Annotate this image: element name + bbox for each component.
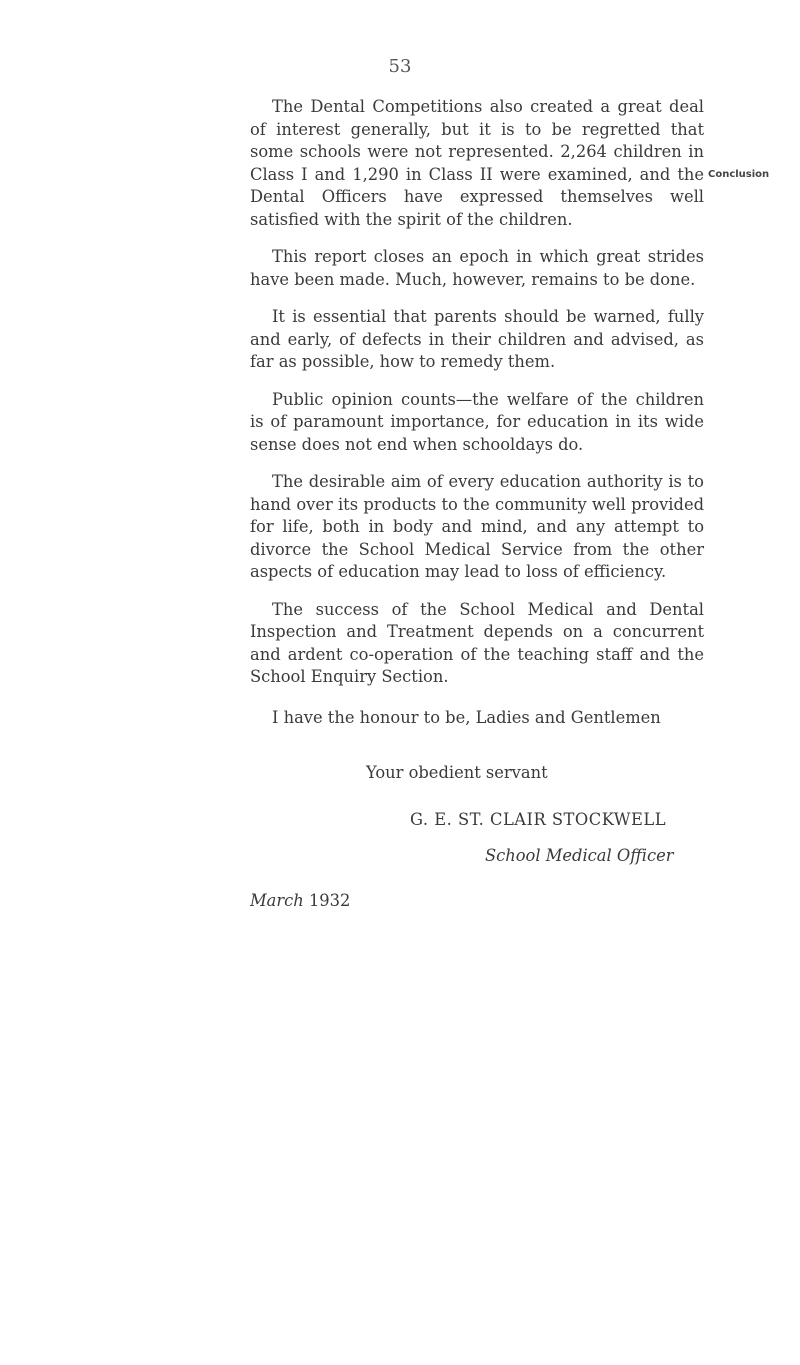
signatory-title: School Medical Officer (485, 846, 674, 865)
paragraph-co-operation: The success of the School Medical and Dental Inspection and Treatment depends on a concurrent and ardent co-operation of the teaching staff and the School Enquiry Section. (250, 599, 704, 686)
report-date-month: March (250, 891, 304, 910)
margin-note-conclusion: Conclusion (708, 169, 770, 180)
paragraph-dental-competitions: The Dental Competitions also created a great deal of interest generally, but it is to be regretted that some schools were not represented. 2,264 children in Class I and 1,290 in Class II were examined, and the Dental Officers have expressed themselves well satisfied with the spirit of the children. (250, 97, 704, 229)
closing-line: I have the honour to be, Ladies and Gentlemen (272, 708, 661, 727)
page-number: 53 (388, 56, 412, 77)
report-date (250, 891, 350, 910)
paragraph-epoch: This report closes an epoch in which great strides have been made. Much, however, remains to be done. (250, 247, 704, 289)
report-body (250, 96, 704, 704)
paragraph-education-aim: The desirable aim of every education authority is to hand over its products to the community well provided for life, both in body and mind, and any attempt to divorce the School Medical Service from the other aspects of education may lead to loss of efficiency. (250, 472, 704, 581)
paragraph-parents: It is essential that parents should be warned, fully and early, of defects in their children and advised, as far as possible, how to remedy them. (250, 307, 704, 371)
report-date-year: 1932 (308, 891, 351, 910)
signatory-name: G. E. ST. CLAIR STOCKWELL (410, 810, 667, 829)
valediction: Your obedient servant (366, 763, 548, 782)
paragraph-public-opinion: Public opinion counts—the welfare of the children is of paramount importance, for education in its wide sense does not end when schooldays do. (250, 389, 704, 454)
